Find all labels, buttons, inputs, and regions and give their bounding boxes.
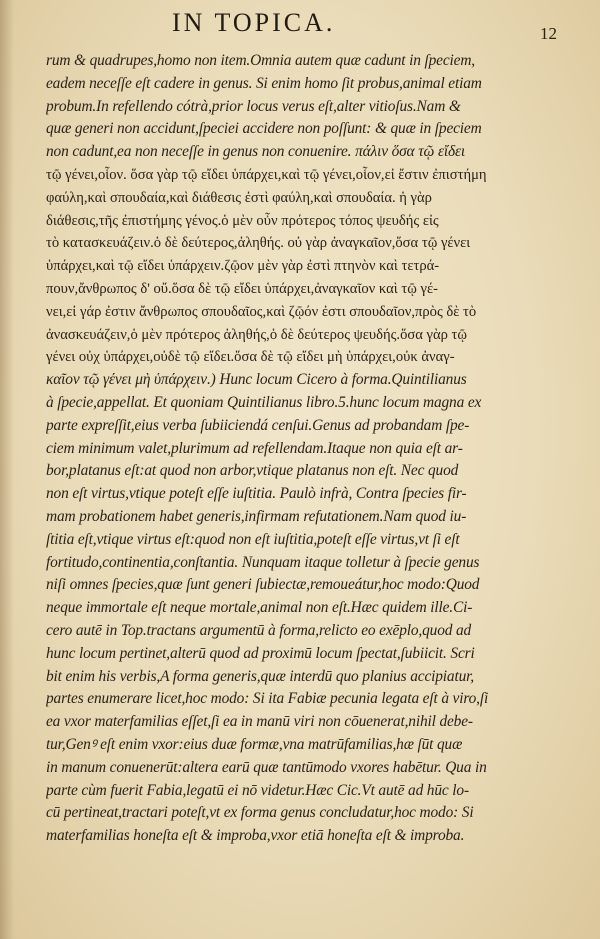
text-line: ſtitia eſt,vtique virtus eſt:quod non eſt iuſtitia,poteſt eſſe virtus,vt ſi eſt xyxy=(46,530,460,548)
text-line: bor,platanus eſt:at quod non arbor,vtique platanus non eſt. Nec quod xyxy=(46,462,459,480)
greek-text-line: γένει οὐχ ὑπάρχει,οὐδὲ τῷ εἴδει.ὅσα δὲ τῷ εἴδει μὴ ὑπάρχει,οὐκ ἀναγ- xyxy=(46,349,455,366)
text-line: ea vxor materfamilias eſſet,ſi ea in manū viri non cōuenerat,nihil debe- xyxy=(46,713,473,731)
text-line: hunc locum pertinet,alterū quod ad proximū locum ſpectat,ſubiicit. Scri xyxy=(46,644,475,662)
greek-text-line: ἀνασκευάζειν,ὁ μὲν πρότερος ἀληθής,ὁ δὲ δεύτερος ψευδής.ὅσα γὰρ τῷ xyxy=(46,326,468,343)
greek-text-line: ὑπάρχει,καὶ τῷ εἴδει ὑπάρχειν.ζῷον μὲν γὰρ ἐστὶ πτηνὸν καὶ τετρά- xyxy=(46,258,440,275)
text-line: in manum conuenerūt:altera earū quæ tantūmodo vxores habētur. Qua in xyxy=(46,758,487,776)
text-line: parte cùm fuerit Fabia,legatū ei nō videtur.Hæc Cic.Vt autē ad hūc lo- xyxy=(46,781,469,799)
page-header xyxy=(0,6,600,46)
text-line: parte expreſſit,eius verba ſubiiciendá cenſui.Genus ad probandam ſpe- xyxy=(46,416,470,434)
text-line: probum.In refellendo cótrà,prior locus verus eſt,alter vitioſus.Nam & xyxy=(46,97,461,115)
text-line: tur,Genꝰ eſt enim vxor:eius duæ formæ,vna matrūfamilias,hæ ſūt quæ xyxy=(46,735,463,753)
text-line: non cadunt,ea non neceſſe in genus non conuenire. πάλιν ὅσα τῷ εἴδει xyxy=(46,143,466,161)
text-line: ciem minimum valet,plurimum ad refellendam.Itaque non quia eſt ar- xyxy=(46,439,463,457)
text-line: cero autē in Top.tractans argumentū à forma,relicto eo exēplo,quod ad xyxy=(46,621,472,639)
text-block xyxy=(46,50,536,848)
text-line: eadem neceſſe eſt cadere in genus. Si enim homo ſit probus,animal etiam xyxy=(46,74,482,92)
text-line: quæ generi non accidunt,ſpeciei accidere non poſſunt: & quæ in ſpeciem xyxy=(46,120,482,138)
running-title: IN TOPICA. xyxy=(172,8,336,37)
page-gutter-shadow xyxy=(0,0,14,939)
greek-text-line: πουν,ἄνθρωπος δ' οὔ.ὅσα δὲ τῷ εἴδει ὑπάρχει,ἀναγκαῖον καὶ τῷ γέ- xyxy=(46,280,438,297)
greek-text-line: διάθεσις,τῆς ἐπιστήμης γένος.ὁ μὲν οὖν πρότερος τόπος ψευδής εἰς xyxy=(46,212,439,229)
greek-text-line: τῷ γένει,οἷον. ὅσα γὰρ τῷ εἴδει ὑπάρχει,καὶ τῷ γένει,οἷον,εἰ ἔστιν ἐπιστήμη xyxy=(46,166,487,183)
text-line: fortitudo,continentia,conſtantia. Nunquam itaque tolletur à ſpecie genus xyxy=(46,553,480,571)
text-line: partes enumerare licet,hoc modo: Si ita Fabiæ pecunia legata eſt à viro,ſi xyxy=(46,690,489,708)
text-line: rum & quadrupes,homo non item.Omnia autem quæ cadunt in ſpeciem, xyxy=(46,52,475,69)
text-line: à ſpecie,appellat. Et quoniam Quintilianus libro.5.hunc locum magna ex xyxy=(46,393,482,411)
greek-text-line: τὸ κατασκευάζειν.ὁ δὲ δεύτερος,ἀληθής. οὐ γὰρ ἀναγκαῖον,ὅσα τῷ γένει xyxy=(46,235,471,252)
text-line: cū pertineat,tractari poteſt,vt ex forma genus concludatur,hoc modo: Si xyxy=(46,804,474,822)
text-line: καῖον τῷ γένει μὴ ὑπάρχειν.) Hunc locum Cicero à forma.Quintilianus xyxy=(46,371,467,389)
greek-text-line: νει,εἰ γάρ ἐστιν ἄνθρωπος σπουδαῖος,καὶ ζῷόν ἐστι σπουδαῖον,πρὸς δὲ τὸ xyxy=(46,303,477,320)
text-line: materfamilias honeſta eſt & improba,vxor etiā honeſta eſt & improba. xyxy=(46,827,465,845)
text-line: neque immortale eſt neque mortale,animal non eſt.Hæc quidem ille.Ci- xyxy=(46,599,473,617)
text-line: mam probationem habet generis,infirmam refutationem.Nam quod iu- xyxy=(46,507,467,525)
text-line: bit enim his verbis,A forma generis,quæ interdū quo planius accipiatur, xyxy=(46,667,474,685)
greek-text-line: φαύλη,καὶ σπουδαία,καὶ διάθεσις ἐστὶ φαύλη,καὶ σπουδαία. ἡ γὰρ xyxy=(46,189,432,206)
folio-number: 12 xyxy=(540,24,557,43)
text-line: non eſt virtus,vtique poteſt eſſe iuſtitia. Paulò infrà, Contra ſpecies fir- xyxy=(46,485,467,503)
text-line: niſi omnes ſpecies,quæ ſunt generi ſubiectæ,remoueátur,hoc modo:Quod xyxy=(46,576,480,594)
